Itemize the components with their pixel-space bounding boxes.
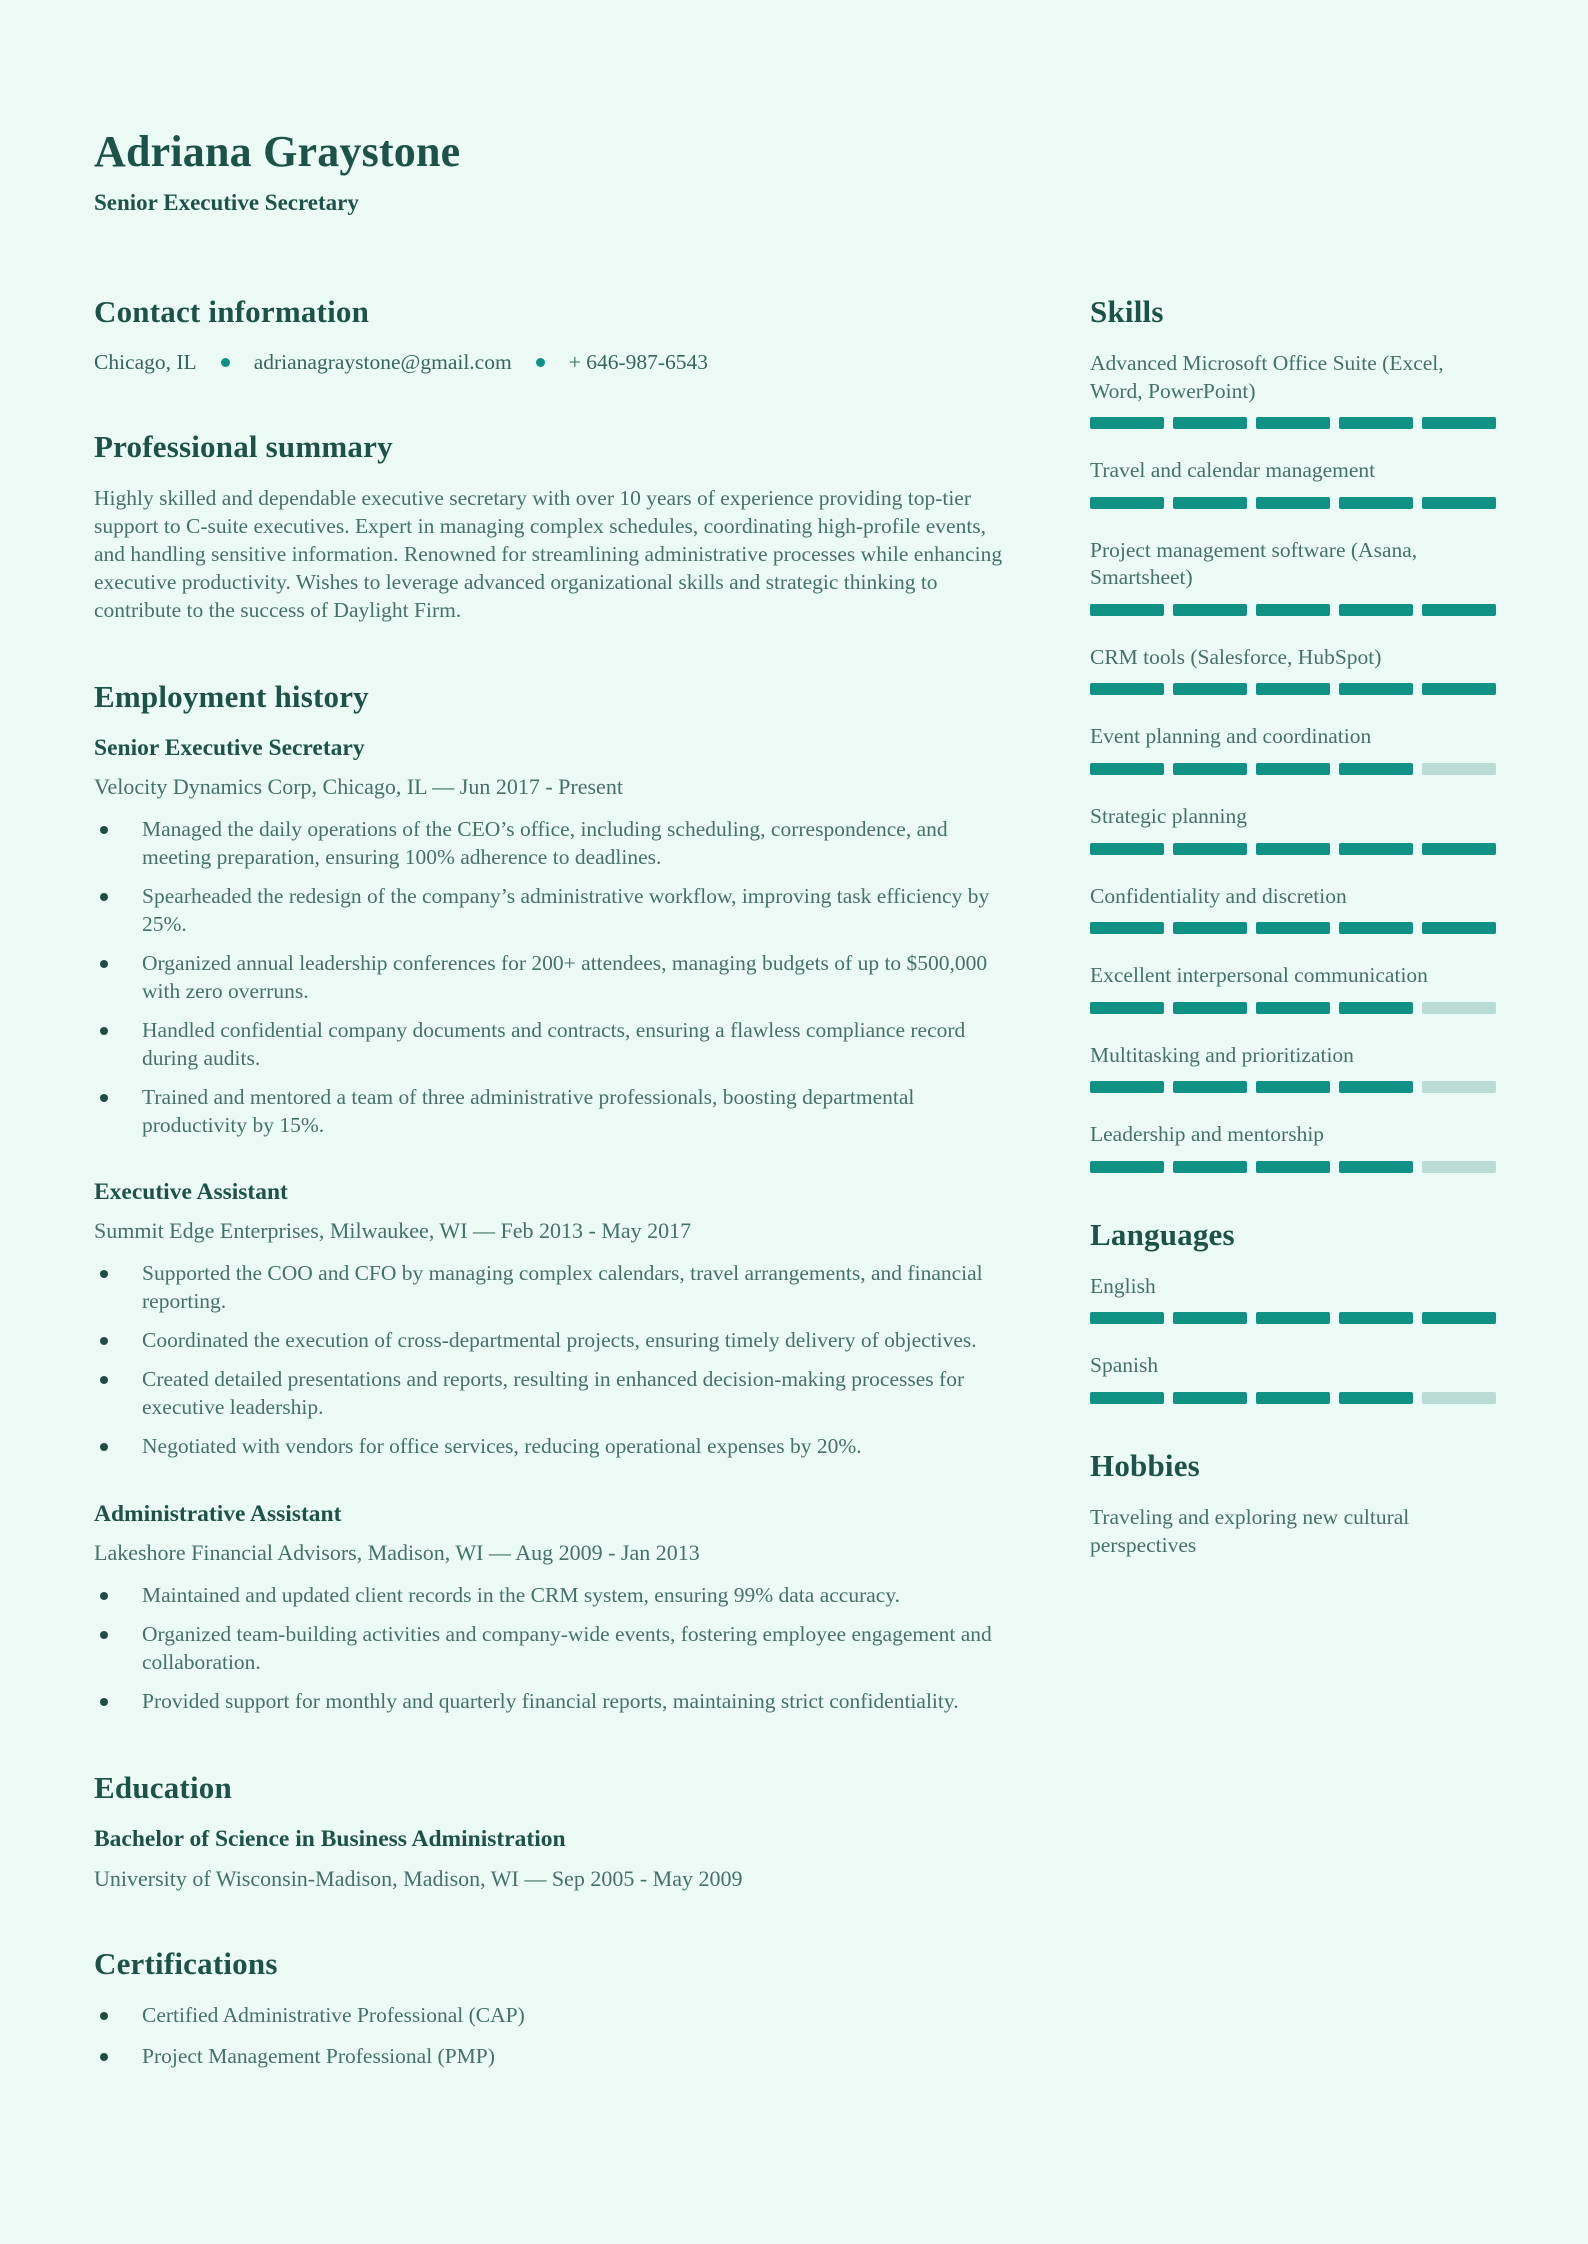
job-bullet-text: Managed the daily operations of the CEO’s office, including scheduling, correspondence, and meeting preparation, ensuring 100% adherence to deadlines. [142, 817, 948, 870]
bar-segment-filled [1256, 1312, 1330, 1324]
skill-level-bar [1090, 604, 1496, 616]
job-bullet [94, 816, 1006, 872]
contact-email: adrianagraystone@gmail.com [253, 350, 512, 375]
bar-segment-filled [1256, 843, 1330, 855]
certification-item [94, 2043, 1006, 2071]
job-bullet [94, 1366, 1006, 1422]
job-title: Senior Executive Secretary [94, 735, 365, 762]
employment-heading: Employment history [94, 679, 369, 715]
bar-segment-filled [1256, 922, 1330, 934]
skill-item [1090, 1042, 1496, 1094]
job-bullet [94, 1621, 1006, 1677]
bar-segment-filled [1173, 1002, 1247, 1014]
bar-segment-filled [1256, 417, 1330, 429]
job-bullet-text: Trained and mentored a team of three administrative professionals, boosting departmental productivity by 15%. [142, 1084, 915, 1137]
certifications-heading: Certifications [94, 1945, 278, 1981]
employment-section [94, 679, 1006, 1716]
separator-dot-icon [536, 358, 545, 367]
bar-segment-filled [1339, 604, 1413, 616]
job-bullet-list [94, 1260, 1006, 1461]
bar-segment-filled [1090, 417, 1164, 429]
skill-label: Confidentiality and discretion [1090, 883, 1347, 908]
language-label: Spanish [1090, 1353, 1159, 1378]
bar-segment-filled [1173, 843, 1247, 855]
bar-segment-filled [1090, 604, 1164, 616]
contact-location: Chicago, IL [94, 350, 197, 375]
education-section [94, 1770, 1006, 1892]
job-entry [94, 735, 1006, 1139]
job-bullet [94, 1433, 1006, 1461]
job-company-dates: Summit Edge Enterprises, Milwaukee, WI — Feb 2013 - May 2017 [94, 1218, 692, 1244]
job-bullet-text: Organized team-building activities and company-wide events, fostering employee engagement and collaboration. [142, 1622, 992, 1674]
languages-section [1090, 1217, 1496, 1404]
bar-segment-filled [1173, 1392, 1247, 1404]
languages-heading: Languages [1090, 1216, 1235, 1252]
bar-segment-filled [1339, 1002, 1413, 1014]
skill-item [1090, 350, 1496, 429]
certification-item-text: Certified Administrative Professional (CAP) [142, 2002, 525, 2027]
job-entry [94, 1179, 1006, 1461]
skill-label: Strategic planning [1090, 804, 1248, 828]
bar-segment-filled [1173, 497, 1247, 509]
skill-item [1090, 962, 1496, 1014]
bar-segment-empty [1422, 1161, 1496, 1173]
hobbies-section [1090, 1448, 1496, 1560]
bullet-dot-icon [100, 2053, 108, 2061]
contact-heading: Contact information [94, 294, 370, 330]
certification-item-text: Project Management Professional (PMP) [142, 2043, 495, 2068]
job-bullet-text: Spearheaded the redesign of the company’s administrative workflow, improving task efficiency by 25%. [142, 883, 990, 936]
bullet-dot-icon [100, 2012, 108, 2020]
certifications-section [94, 1946, 1006, 2071]
separator-dot-icon [221, 358, 230, 367]
job-title: Administrative Assistant [94, 1501, 342, 1528]
skill-list [1090, 350, 1496, 1172]
side-column [1090, 294, 1496, 1603]
education-meta: University of Wisconsin-Madison, Madison, WI — Sep 2005 - May 2009 [94, 1865, 743, 1891]
bar-segment-filled [1339, 843, 1413, 855]
skill-label: Project management software (Asana, Smartsheet) [1090, 537, 1418, 590]
bullet-dot-icon [100, 1631, 108, 1639]
skill-level-bar [1090, 1312, 1496, 1324]
bar-segment-filled [1173, 922, 1247, 934]
skill-level-bar [1090, 1392, 1496, 1404]
job-bullet-text: Supported the COO and CFO by managing complex calendars, travel arrangements, and financial reporting. [142, 1261, 983, 1314]
job-bullet [94, 1688, 1006, 1716]
skill-level-bar [1090, 683, 1496, 695]
bar-segment-filled [1339, 922, 1413, 934]
bullet-dot-icon [100, 960, 108, 968]
bar-segment-filled [1339, 1161, 1413, 1173]
skill-label: Excellent interpersonal communication [1090, 963, 1428, 988]
bar-segment-filled [1256, 1002, 1330, 1014]
skill-label: Multitasking and prioritization [1090, 1042, 1354, 1067]
job-title: Executive Assistant [94, 1179, 288, 1206]
job-bullet-text: Organized annual leadership conferences for 200+ attendees, managing budgets of up to $500,000 with zero overruns. [142, 950, 988, 1003]
job-bullet-list [94, 816, 1006, 1139]
skill-label: CRM tools (Salesforce, HubSpot) [1090, 644, 1382, 669]
bar-segment-filled [1090, 1002, 1164, 1014]
skill-item [1090, 1121, 1496, 1173]
language-label: English [1090, 1273, 1156, 1298]
skill-level-bar [1090, 1002, 1496, 1014]
job-bullet [94, 1084, 1006, 1140]
skill-label: Advanced Microsoft Office Suite (Excel, Word, PowerPoint) [1090, 351, 1444, 403]
bar-segment-filled [1173, 604, 1247, 616]
bar-segment-filled [1173, 1161, 1247, 1173]
bullet-dot-icon [100, 826, 108, 834]
hobbies-heading: Hobbies [1090, 1447, 1200, 1483]
job-bullet [94, 883, 1006, 939]
bar-segment-filled [1422, 1312, 1496, 1324]
bar-segment-filled [1339, 683, 1413, 695]
job-company-dates: Lakeshore Financial Advisors, Madison, WI — Aug 2009 - Jan 2013 [94, 1540, 700, 1566]
bullet-dot-icon [100, 1094, 108, 1102]
bullet-dot-icon [100, 1027, 108, 1035]
skill-level-bar [1090, 1081, 1496, 1093]
bar-segment-filled [1173, 683, 1247, 695]
job-bullet [94, 1017, 1006, 1073]
bar-segment-filled [1090, 683, 1164, 695]
bar-segment-filled [1173, 1081, 1247, 1093]
bar-segment-filled [1422, 497, 1496, 509]
skills-heading: Skills [1090, 294, 1164, 330]
bar-segment-filled [1339, 1081, 1413, 1093]
skill-item [1090, 883, 1496, 935]
skill-label: Leadership and mentorship [1090, 1122, 1325, 1147]
job-bullet [94, 950, 1006, 1006]
certification-item [94, 2002, 1006, 2030]
bar-segment-filled [1422, 843, 1496, 855]
bar-segment-filled [1422, 604, 1496, 616]
skill-item [1090, 537, 1496, 616]
skill-label: Event planning and coordination [1090, 724, 1372, 749]
bar-segment-filled [1256, 1392, 1330, 1404]
job-bullet-text: Created detailed presentations and reports, resulting in enhanced decision-making processes for executive leadership. [142, 1367, 965, 1420]
bar-segment-empty [1422, 763, 1496, 775]
bar-segment-filled [1090, 1161, 1164, 1173]
bar-segment-filled [1339, 1392, 1413, 1404]
bar-segment-filled [1090, 843, 1164, 855]
contact-row [94, 350, 1006, 375]
skill-level-bar [1090, 922, 1496, 934]
resume-columns [94, 294, 1497, 2124]
skill-level-bar [1090, 763, 1496, 775]
skill-label: Travel and calendar management [1090, 458, 1376, 483]
skill-item [1090, 723, 1496, 775]
bar-segment-filled [1339, 417, 1413, 429]
job-bullet [94, 1260, 1006, 1316]
job-bullet-list [94, 1582, 1006, 1716]
bar-segment-filled [1090, 497, 1164, 509]
language-list [1090, 1273, 1496, 1404]
bar-segment-filled [1090, 1392, 1164, 1404]
bar-segment-filled [1339, 763, 1413, 775]
bullet-dot-icon [100, 1698, 108, 1706]
skill-level-bar [1090, 843, 1496, 855]
bullet-dot-icon [100, 1376, 108, 1384]
bar-segment-empty [1422, 1002, 1496, 1014]
job-bullet-text: Coordinated the execution of cross-departmental projects, ensuring timely delivery of objectives. [142, 1328, 977, 1353]
summary-text: Highly skilled and dependable executive secretary with over 10 years of experience providing top-tier support to C-suite executives. Expert in managing complex schedules, coordinating high-profile events, and handling sensitive information. Renowned for streamlining administrative processes while enhancing executive productivity. Wishes to leverage advanced organizational skills and strategic thinking to contribute to the success of Daylight Firm. [94, 486, 1003, 623]
person-name: Adriana Graystone [94, 127, 461, 176]
skill-level-bar [1090, 417, 1496, 429]
education-degree: Bachelor of Science in Business Administration [94, 1825, 566, 1852]
job-bullet-text: Negotiated with vendors for office services, reducing operational expenses by 20%. [142, 1434, 862, 1459]
bar-segment-filled [1173, 417, 1247, 429]
bar-segment-filled [1173, 1312, 1247, 1324]
job-company-dates: Velocity Dynamics Corp, Chicago, IL — Jun 2017 - Present [94, 774, 623, 800]
skills-section [1090, 294, 1496, 1172]
job-entry [94, 1501, 1006, 1716]
job-bullet-text: Provided support for monthly and quarterly financial reports, maintaining strict confidentiality. [142, 1688, 959, 1713]
summary-section [94, 429, 1006, 625]
job-bullet [94, 1327, 1006, 1355]
bar-segment-filled [1256, 683, 1330, 695]
certification-list [94, 2002, 1006, 2071]
bullet-dot-icon [100, 1337, 108, 1345]
main-column [94, 294, 1006, 2124]
skill-item [1090, 457, 1496, 509]
skill-level-bar [1090, 497, 1496, 509]
bar-segment-filled [1422, 922, 1496, 934]
bullet-dot-icon [100, 1270, 108, 1278]
bar-segment-empty [1422, 1392, 1496, 1404]
contact-phone: + 646-987-6543 [568, 350, 709, 375]
bullet-dot-icon [100, 893, 108, 901]
skill-level-bar [1090, 1161, 1496, 1173]
job-bullet [94, 1582, 1006, 1610]
language-item [1090, 1352, 1496, 1404]
resume-header [94, 128, 1497, 216]
job-bullet-text: Handled confidential company documents and contracts, ensuring a flawless compliance record during audits. [142, 1017, 966, 1070]
person-job-title: Senior Executive Secretary [94, 190, 359, 216]
bar-segment-filled [1256, 1161, 1330, 1173]
bar-segment-filled [1422, 417, 1496, 429]
summary-heading: Professional summary [94, 429, 393, 465]
job-list [94, 735, 1006, 1716]
hobbies-text: Traveling and exploring new cultural perspectives [1090, 1504, 1410, 1557]
bar-segment-filled [1090, 1312, 1164, 1324]
bar-segment-filled [1256, 763, 1330, 775]
skill-item [1090, 803, 1496, 855]
bar-segment-filled [1090, 1081, 1164, 1093]
bar-segment-filled [1256, 1081, 1330, 1093]
bar-segment-filled [1090, 922, 1164, 934]
bar-segment-filled [1173, 763, 1247, 775]
bar-segment-filled [1422, 683, 1496, 695]
bar-segment-filled [1339, 1312, 1413, 1324]
bar-segment-filled [1339, 497, 1413, 509]
bar-segment-filled [1256, 604, 1330, 616]
bar-segment-empty [1422, 1081, 1496, 1093]
contact-section [94, 294, 1006, 375]
job-bullet-text: Maintained and updated client records in the CRM system, ensuring 99% data accuracy. [142, 1583, 901, 1608]
bullet-dot-icon [100, 1592, 108, 1600]
bullet-dot-icon [100, 1443, 108, 1451]
skill-item [1090, 644, 1496, 696]
education-heading: Education [94, 1769, 232, 1805]
bar-segment-filled [1090, 763, 1164, 775]
bar-segment-filled [1256, 497, 1330, 509]
language-item [1090, 1273, 1496, 1325]
